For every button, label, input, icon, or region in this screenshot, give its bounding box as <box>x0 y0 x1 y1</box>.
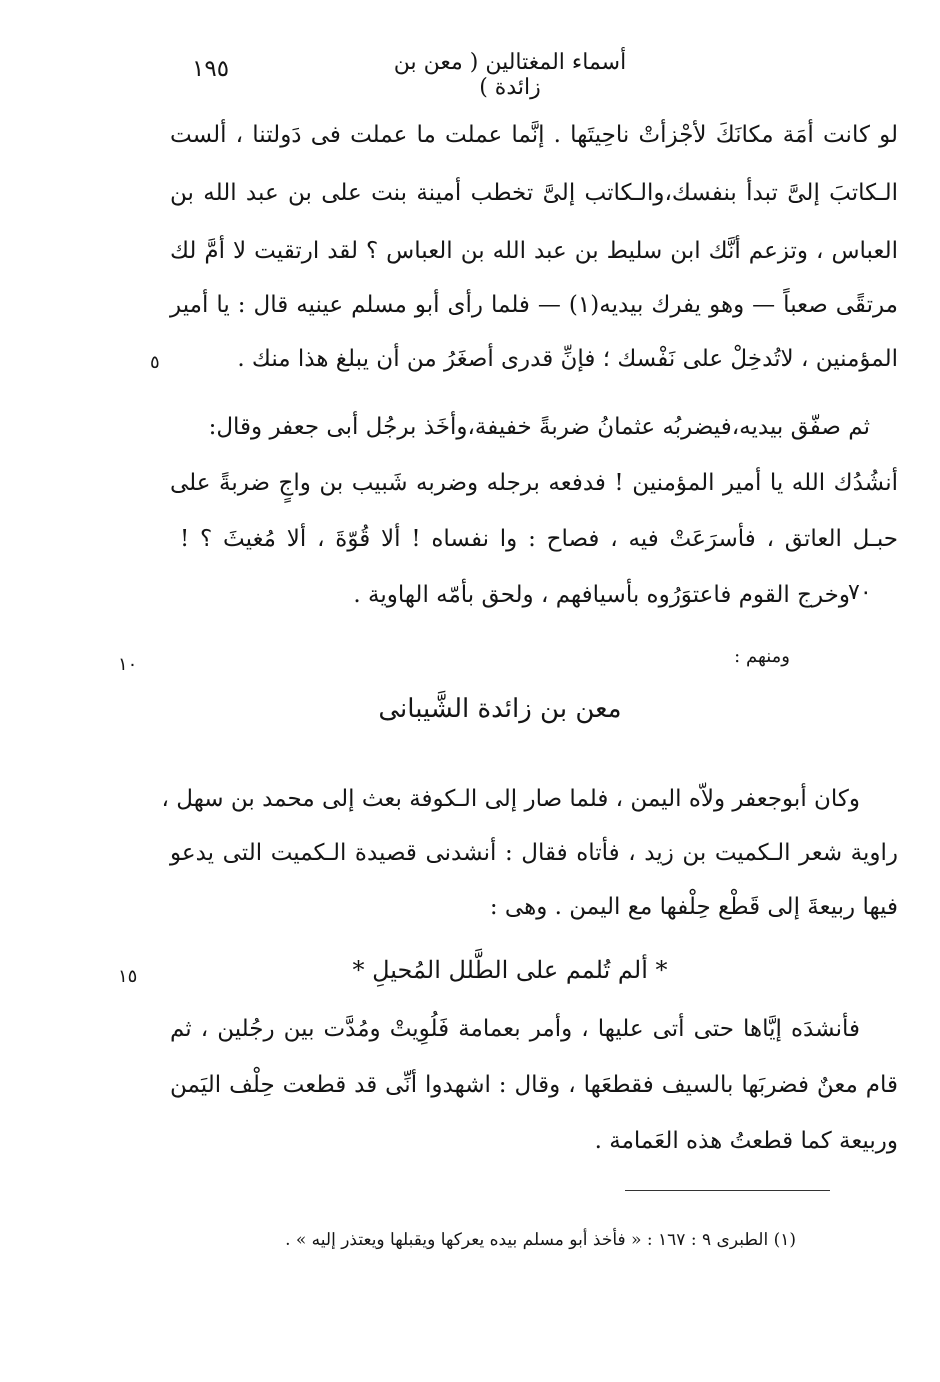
text-line: وربيعة كما قطعتُ هذه العَمامة . <box>594 1128 898 1154</box>
text-line: فأنشدَه إيَّاها حتى أتى عليها ، وأمر بعمامة فَلُوِيتْ ومُدَّت بين رجُلين ، ثم <box>170 1016 860 1042</box>
section-title: معن بن زائدة الشَّيبانى <box>378 694 622 724</box>
text-line: حبـل العاتق ، فأسرَعَتْ فيه ، فصاح : وا نفساه ! ألا قُوّةَ ، ألا مُغيثَ ؟ ! <box>180 526 898 552</box>
text-line: فيها ربيعةَ إلى قَطْع حِلْفها مع اليمن . وهى : <box>489 894 898 920</box>
running-title: أسماء المغتالين ( معن بن زائدة ) <box>393 50 627 100</box>
verse-line: * ألم تُلمم على الطَّلل المُحيلِ * <box>352 956 668 984</box>
text-line: المؤمنين ، لاتُدخِلْ على نَفْسك ؛ فإنِّ قدرى أصغَرُ من أن يبلغ هذا منك . <box>237 346 898 372</box>
footnote: (١) الطبرى ٩ : ١٦٧ : « فأخذ أبو مسلم بيده يعركها ويقبلها ويعتذر إليه » . <box>285 1230 796 1250</box>
text-line: مرتقًى صعباً — وهو يفرك بيديه(١) — فلما رأى أبو مسلم عينيه قال : يا أمير <box>170 292 898 318</box>
margin-line-number-10: ١٠ <box>118 654 138 675</box>
margin-line-number-15: ١٥ <box>118 966 138 987</box>
text-line: قام معنٌ فضربَها بالسيف فقطعَها ، وقال : اشهدوا أنِّى قد قطعت حِلْف اليَمن <box>170 1072 898 1098</box>
text-line: راوية شعر الـكميت بن زيد ، فأتاه فقال : أنشدنى قصيدة الـكميت التى يدعو <box>170 840 898 866</box>
text-line: العباس ، وتزعم أنَّك ابن سليط بن عبد الله بن العباس ؟ لقد ارتقيت لا أمَّ لك <box>170 238 898 264</box>
text-line: أنشُدُك الله يا أمير المؤمنين ! فدفعه برجله وضربه شَبيب بن واجٍ ضربةً على <box>170 470 898 496</box>
text-line: ثم صفّق بيديه،فيضربُه عثمانُ ضربةً خفيفة،وأخَذ برجُل أبى جعفر وقال: <box>208 414 870 440</box>
intro-text: ومنهم : <box>734 646 790 667</box>
text-line: لو كانت أمَة مكانَكَ لأجْزأتْ ناحِيتَها . إنَّما عملت ما عملت فى دَولتنا ، ألست <box>170 122 898 148</box>
page-number: ١٩٥ <box>192 56 230 82</box>
footnote-divider <box>625 1190 830 1191</box>
margin-line-number-5: ٥ <box>150 352 160 373</box>
text-line: وكان أبوجعفر ولاّه اليمن ، فلما صار إلى الـكوفة بعث إلى محمد بن سهل ، <box>161 786 860 812</box>
item-number: ٧٠ <box>848 580 872 605</box>
text-line: الـكاتبَ إلىَّ تبدأ بنفسك،والـكاتب إلىَّ تخطب أمينة بنت على بن عبد الله بن <box>170 180 898 206</box>
text-line: وخرج القوم فاعتوَرُوه بأسيافهم ، ولحق بأمّه الهاوية . <box>353 582 850 608</box>
